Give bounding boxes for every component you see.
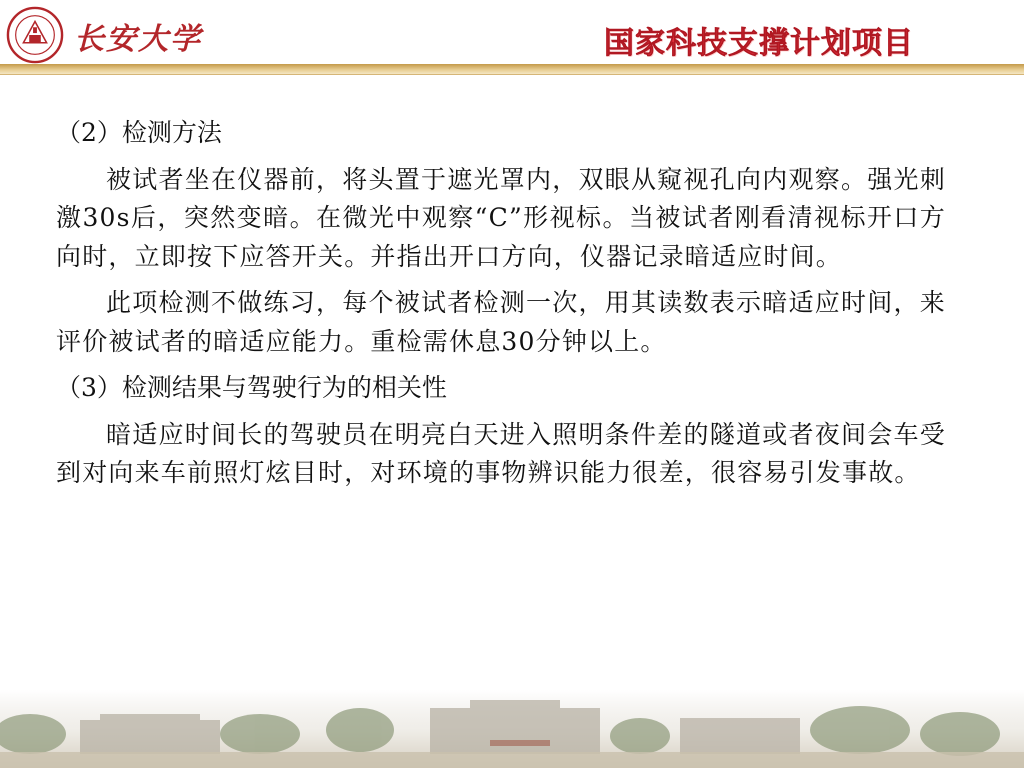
project-title: 国家科技支撑计划项目 (604, 26, 914, 61)
paragraph: 暗适应时间长的驾驶员在明亮白天进入照明条件差的隧道或者夜间会车受到对向来车前照灯炫目时，对环境的事物辨识能力很差，很容易引发事故。 (56, 419, 946, 487)
university-logo-text: 长安大学 (74, 22, 202, 57)
slide-header (0, 0, 1024, 72)
paragraph: 被试者坐在仪器前，将头置于遮光罩内，双眼从窥视孔向内观察。强光刺激30s后，突然变暗。在微光中观察“C”形视标。当被试者刚看清视标开口方向时，立即按下应答开关。并指出开口方向，仪器记录暗适应时间。 (56, 164, 946, 271)
header-divider-line (0, 74, 1024, 75)
section-heading: （2）检测方法 (56, 118, 222, 147)
slide-body (56, 114, 946, 493)
university-seal-icon (6, 6, 64, 64)
paragraph: 此项检测不做练习，每个被试者检测一次，用其读数表示暗适应时间，来评价被试者的暗适应能力。重检需休息30分钟以上。 (56, 288, 946, 356)
campus-panorama-image (0, 690, 1024, 768)
section-heading: （3）检测结果与驾驶行为的相关性 (56, 373, 447, 402)
header-divider-bar (0, 64, 1024, 74)
